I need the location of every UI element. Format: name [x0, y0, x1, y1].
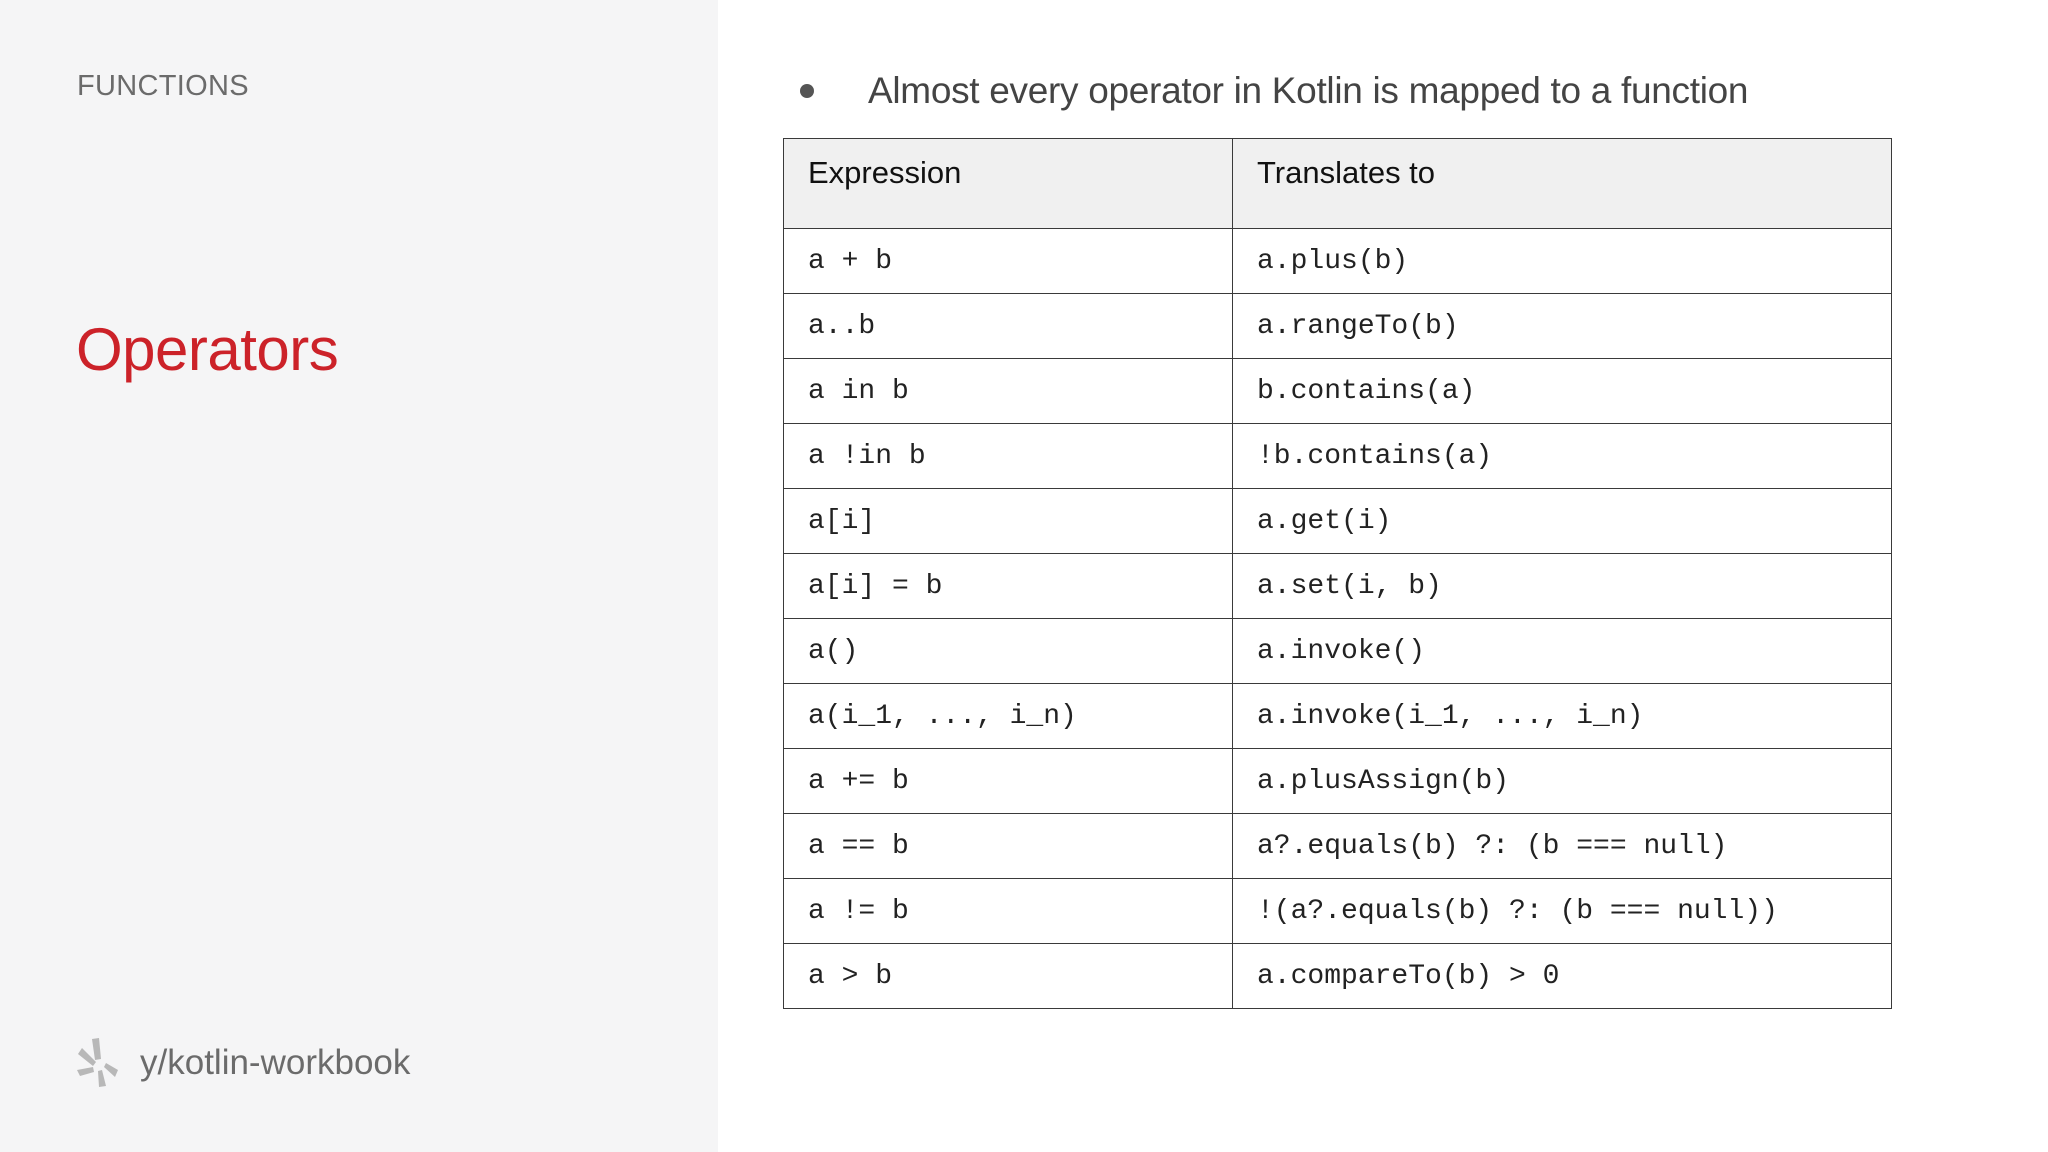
expression-cell: a == b — [784, 814, 1233, 879]
table-row — [784, 619, 1892, 684]
expression-cell: a > b — [784, 944, 1233, 1009]
table-row — [784, 359, 1892, 424]
sidebar-panel — [0, 0, 718, 1152]
expression-cell: a !in b — [784, 424, 1233, 489]
expression-cell: a in b — [784, 359, 1233, 424]
translation-cell: !(a?.equals(b) ?: (b === null)) — [1233, 879, 1892, 944]
yelp-burst-logo-icon — [76, 1037, 120, 1089]
table-row — [784, 749, 1892, 814]
bullet-dot-icon — [800, 84, 814, 98]
translation-cell: a.set(i, b) — [1233, 554, 1892, 619]
expression-cell: a[i] = b — [784, 554, 1233, 619]
footer-link[interactable]: y/kotlin-workbook — [140, 1043, 411, 1082]
translation-cell: a.get(i) — [1233, 489, 1892, 554]
expression-cell: a(i_1, ..., i_n) — [784, 684, 1233, 749]
expression-cell: a() — [784, 619, 1233, 684]
translation-cell: a.rangeTo(b) — [1233, 294, 1892, 359]
translation-cell: !b.contains(a) — [1233, 424, 1892, 489]
table-row — [784, 424, 1892, 489]
translation-cell: a.plus(b) — [1233, 229, 1892, 294]
header-translates-to: Translates to — [1233, 139, 1892, 229]
section-label: FUNCTIONS — [77, 70, 249, 102]
bullet-point — [800, 70, 1748, 112]
expression-cell: a != b — [784, 879, 1233, 944]
expression-cell: a..b — [784, 294, 1233, 359]
table-row — [784, 944, 1892, 1009]
table-row — [784, 229, 1892, 294]
translation-cell: a.compareTo(b) > 0 — [1233, 944, 1892, 1009]
table-row — [784, 879, 1892, 944]
bullet-text: Almost every operator in Kotlin is mapped to a function — [868, 70, 1749, 111]
table-row — [784, 684, 1892, 749]
translation-cell: a.invoke(i_1, ..., i_n) — [1233, 684, 1892, 749]
header-expression: Expression — [784, 139, 1233, 229]
expression-cell: a[i] — [784, 489, 1233, 554]
table-header-row — [784, 139, 1892, 229]
operator-table — [783, 138, 1892, 1009]
translation-cell: a?.equals(b) ?: (b === null) — [1233, 814, 1892, 879]
translation-cell: a.plusAssign(b) — [1233, 749, 1892, 814]
expression-cell: a + b — [784, 229, 1233, 294]
slide-title: Operators — [76, 316, 339, 383]
expression-cell: a += b — [784, 749, 1233, 814]
translation-cell: b.contains(a) — [1233, 359, 1892, 424]
table-row — [784, 294, 1892, 359]
translation-cell: a.invoke() — [1233, 619, 1892, 684]
table-row — [784, 489, 1892, 554]
table-row — [784, 814, 1892, 879]
footer — [76, 1035, 410, 1091]
table-row — [784, 554, 1892, 619]
